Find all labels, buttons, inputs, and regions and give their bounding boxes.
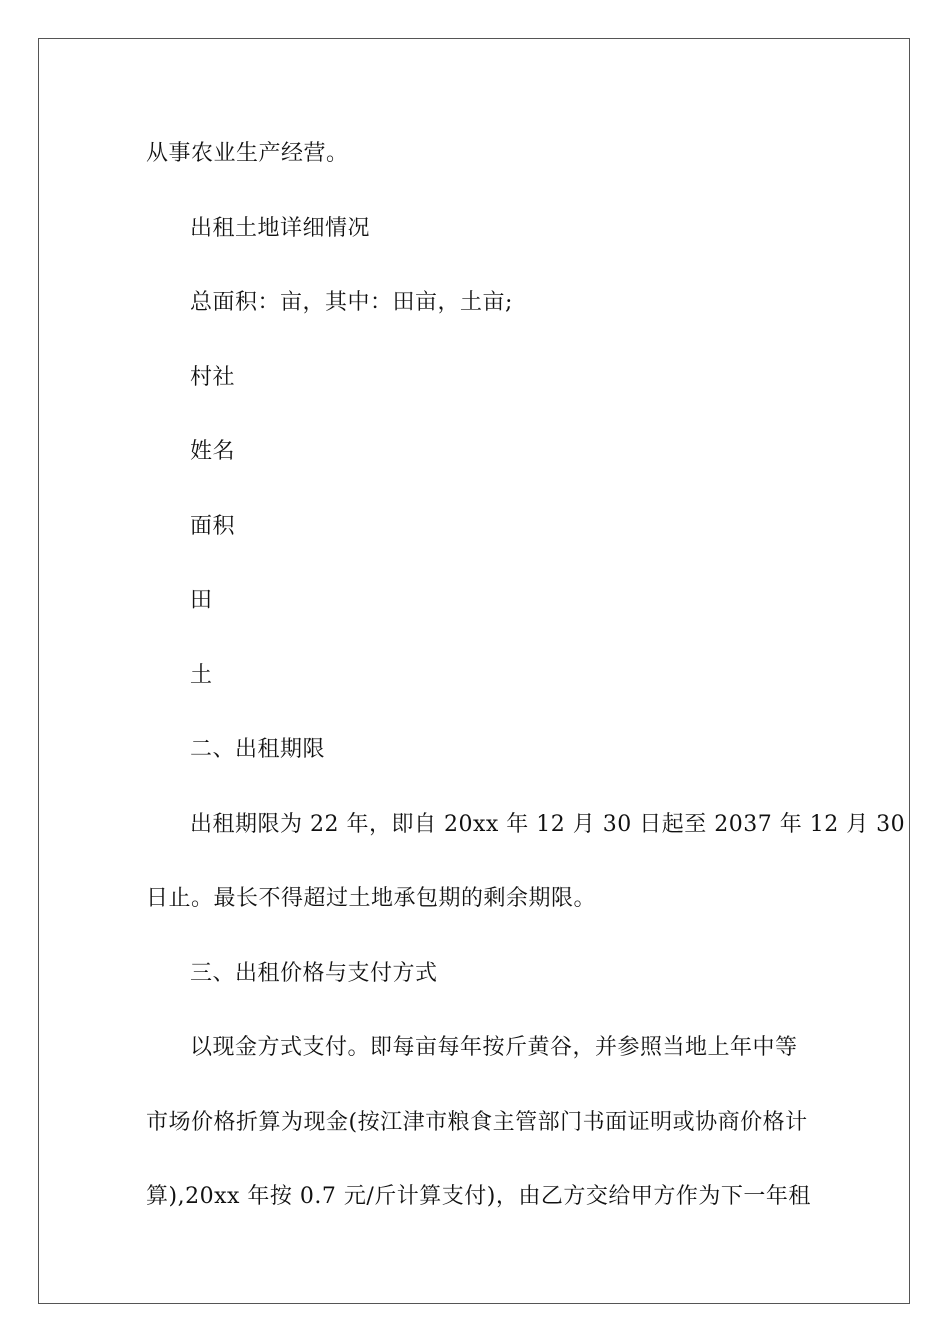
paragraph-line: 从事农业生产经营。: [146, 141, 349, 166]
field-label-field: 田: [190, 588, 213, 613]
section-heading-price-payment: 三、出租价格与支付方式: [190, 960, 438, 986]
paragraph-line: 总面积：亩，其中：田亩，土亩;: [190, 290, 513, 315]
paragraph-line: 以现金方式支付。即每亩每年按斤黄谷，并参照当地上年中等: [190, 1035, 798, 1060]
field-label-village: 村社: [190, 364, 236, 390]
paragraph-line: 日止。最长不得超过土地承包期的剩余期限。: [146, 886, 597, 911]
field-label-soil: 土: [190, 662, 213, 688]
paragraph-line: 算),20xx 年按 0.7 元/斤计算支付)，由乙方交给甲方作为下一年租: [146, 1184, 811, 1209]
field-label-area: 面积: [190, 513, 236, 539]
section-heading-lease-term: 二、出租期限: [190, 737, 326, 762]
field-label-name: 姓名: [190, 439, 236, 464]
section-heading-land-details: 出租土地详细情况: [190, 215, 371, 241]
paragraph-line: 市场价格折算为现金(按江津市粮食主管部门书面证明或协商价格计: [146, 1109, 808, 1135]
document-body: [146, 134, 906, 1252]
paragraph-line: 出租期限为 22 年，即自 20xx 年 12 月 30 日起至 2037 年 12 月 30: [190, 811, 906, 837]
